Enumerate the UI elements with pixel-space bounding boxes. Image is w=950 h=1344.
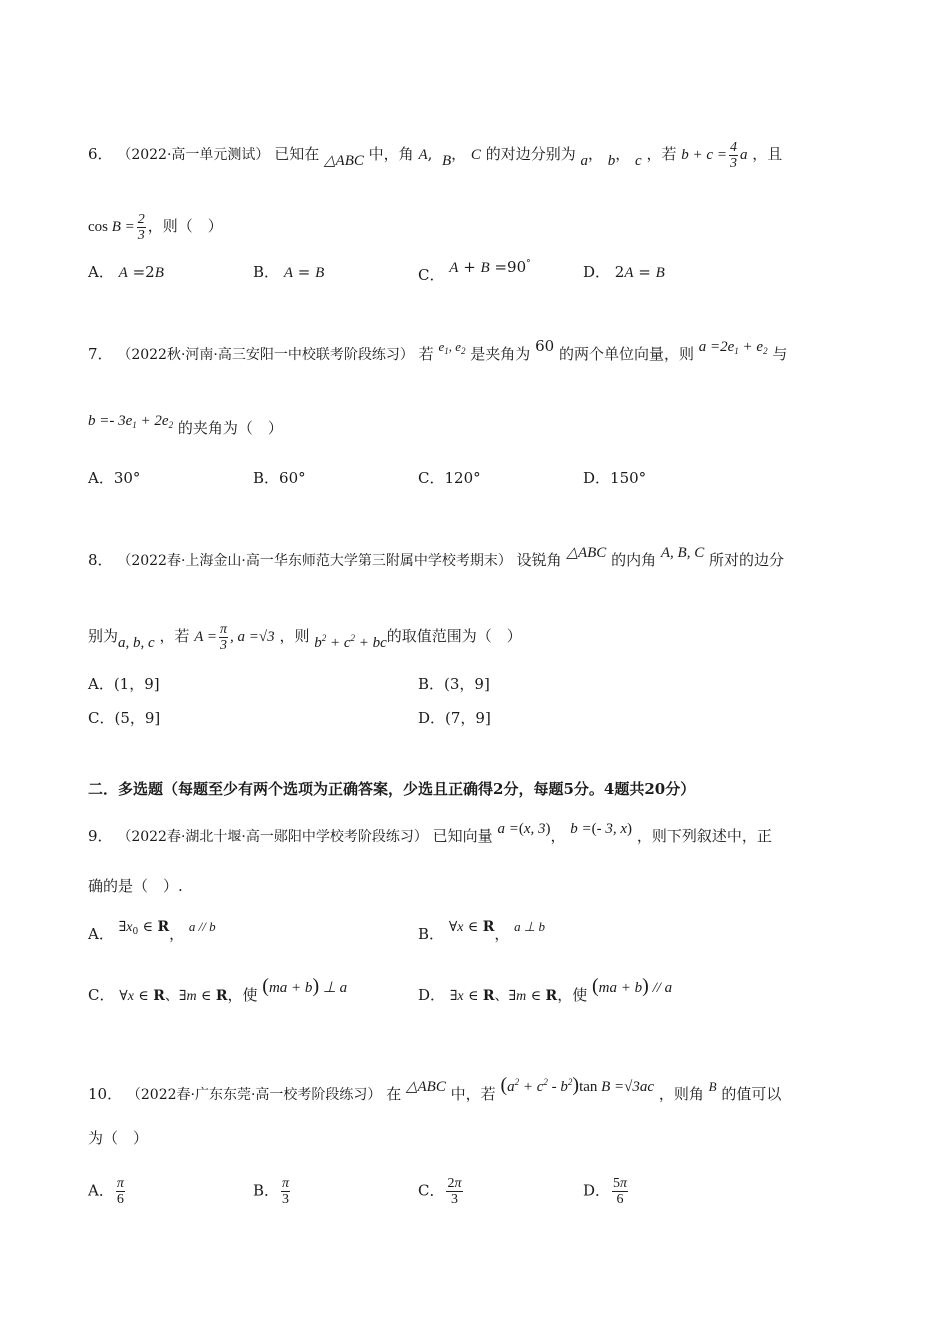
- q9-line1: 9． （2022春·湖北十堰·高一郧阳中学校考阶段练习） 已知向量 a =(x, 3)， b =(- 3, x) ，则下列叙述中，正: [88, 821, 772, 845]
- math-angle-b: B: [708, 1079, 717, 1094]
- math-triangle-abc: △ABC: [566, 545, 607, 561]
- math-vector-b: $b =- 3e_1 + 2e_2$: [88, 413, 174, 430]
- q9-text: 使: [242, 986, 258, 1004]
- q6-text: 的对边分别为: [485, 144, 576, 163]
- math-b-plus-c: b + c = $\frac{4}{3}$ a: [681, 140, 748, 171]
- option-label: D．: [583, 263, 611, 281]
- option-label: A．30°: [88, 469, 141, 487]
- q6-text: 中，角: [368, 144, 414, 163]
- math-angle-c: C: [470, 146, 481, 163]
- q7-option-d[interactable]: [583, 468, 646, 488]
- q10-line2: [88, 1128, 148, 1148]
- q8-text: 所对的边分: [709, 551, 785, 569]
- math-vector-b: b =(- 3, x): [570, 821, 633, 837]
- q10-source: （2022春·广东东莞·高一校考阶段练习）: [126, 1087, 382, 1103]
- q6-option-a[interactable]: A． A =2B: [88, 263, 164, 281]
- q7-text: 是夹角为: [470, 345, 531, 363]
- q6-line2: [88, 212, 223, 243]
- option-label: A．: [88, 1181, 114, 1200]
- math-sixty: 60: [535, 337, 555, 355]
- q9-line2: [88, 876, 183, 896]
- q10-text: 在: [386, 1085, 402, 1103]
- q8-text: ，若: [159, 627, 190, 645]
- q9-text: 使: [572, 986, 588, 1004]
- q8-source: （2022春·上海金山·高一华东师范大学第三附属中学校考期末）: [117, 553, 512, 569]
- math-vector-a: $a =2e_1 + e_2$: [698, 339, 768, 356]
- q10-text: 为（ ）: [88, 1129, 149, 1147]
- q9-option-a[interactable]: A． $\exists x_0$ ∈ R， a // b: [88, 919, 216, 943]
- q10-option-d[interactable]: D． $\frac{5\pi}{6}$: [583, 1176, 628, 1207]
- q7-line1: [88, 337, 788, 369]
- math-angles-abc: A, B, C: [660, 545, 705, 561]
- q10-text: 的值可以: [721, 1085, 782, 1103]
- math-triangle-abc: △ABC: [324, 152, 364, 169]
- option-label: B．(3，9]: [418, 675, 490, 693]
- math-angle-a: A: [418, 146, 428, 163]
- math-angle-b: B: [441, 152, 452, 169]
- q8-text: 设锐角: [516, 551, 562, 569]
- q8-text: ，则: [279, 627, 310, 645]
- math-sides-abc: a, b, c: [118, 635, 155, 651]
- q10-option-c[interactable]: C． $\frac{2\pi}{3}$: [418, 1176, 462, 1207]
- q7-text: 与: [772, 345, 788, 363]
- q7-option-c[interactable]: [418, 468, 481, 488]
- option-label: D．150°: [583, 469, 647, 487]
- math-e1-e2: $e_1$, $e_2$: [438, 339, 466, 356]
- option-label: B．: [418, 925, 445, 943]
- q9-text: 已知向量: [432, 827, 493, 845]
- q10-number: 10．: [88, 1085, 123, 1103]
- q8-text: 的取值范围为（ ）: [386, 627, 522, 645]
- q6-text: ，则（ ）: [147, 216, 223, 235]
- q8-option-c[interactable]: [88, 708, 160, 728]
- q6-number: 6．: [88, 144, 113, 163]
- q9-text: 确的是（ ）.: [88, 877, 183, 895]
- option-label: B．60°: [253, 469, 306, 487]
- q9-number: 9．: [88, 827, 113, 845]
- q6-option-d[interactable]: D． 2A = B: [583, 263, 665, 281]
- q8-line2: [88, 622, 522, 653]
- option-label: B．: [253, 263, 280, 281]
- option-label: D．: [418, 986, 446, 1004]
- math-triangle-abc: △ABC: [405, 1079, 446, 1095]
- q6-option-c[interactable]: C． A + B =90°: [418, 258, 531, 284]
- math-expression: $b^2 + c^2$ + bc: [314, 633, 387, 651]
- option-label: C．: [418, 1181, 445, 1200]
- option-label: C．120°: [418, 469, 481, 487]
- q7-text: 若: [418, 345, 434, 363]
- math-vector-a: a =(x, 3): [497, 821, 551, 837]
- q8-text: 别为: [88, 627, 119, 645]
- q7-option-a[interactable]: [88, 468, 140, 488]
- q6-option-b[interactable]: B． A = B: [253, 263, 325, 281]
- math-side-b: b: [607, 152, 616, 169]
- q7-text: 的夹角为（ ）: [177, 419, 283, 437]
- q9-option-d[interactable]: D． ∃x ∈ R、∃m ∈ R，使 (ma + b) // a: [418, 975, 673, 1004]
- q9-option-c[interactable]: C． ∀x ∈ R、∃m ∈ R，使 (ma + b) ⊥ a: [88, 975, 348, 1004]
- q10-line1: [88, 1074, 782, 1105]
- q10-text: ，则角: [658, 1085, 704, 1103]
- q10-option-a[interactable]: A． $\frac{\pi}{6}$: [88, 1176, 124, 1207]
- q10-text: 中，若: [450, 1085, 496, 1103]
- q8-option-b[interactable]: [418, 674, 490, 694]
- q9-text: ，则下列叙述中，正: [636, 827, 772, 845]
- q7-text: 的两个单位向量，则: [558, 345, 694, 363]
- q7-source: （2022秋·河南·高三安阳一中校联考阶段练习）: [117, 347, 414, 363]
- math-side-a: a: [580, 152, 588, 169]
- section-heading: 二．多选题（每题至少有两个选项为正确答案，少选且正确得2分，每题5分。4题共20分）: [88, 780, 696, 798]
- q7-option-b[interactable]: [253, 468, 306, 488]
- option-label: C．: [418, 266, 445, 284]
- option-label: C．(5，9]: [88, 709, 161, 727]
- q8-line1: [88, 545, 785, 571]
- q6-line1: 6． （2022·高一单元测试） 已知在 △ABC 中，角 A, B， C 的对边分别为 a， b， c ，若 b + c = $\frac{4}{3}$ a ，且: [88, 140, 783, 171]
- option-label: B．: [253, 1181, 280, 1200]
- option-label: D．: [583, 1181, 611, 1200]
- q9-option-b[interactable]: B． ∀x ∈ R， a ⊥ b: [418, 919, 545, 943]
- option-label: C．: [88, 986, 115, 1004]
- option-label: A．: [88, 925, 114, 943]
- math-condition: A = $\frac{\pi}{3}$ , a =√3: [194, 622, 275, 654]
- math-condition: $(a^2 + c^2 - b^2)\tan$ B =√3ac: [500, 1074, 655, 1096]
- q6-text: ，若: [646, 144, 677, 163]
- q8-option-d[interactable]: [418, 708, 491, 728]
- q7-line2: [88, 413, 283, 443]
- q10-option-b[interactable]: B． $\frac{\pi}{3}$: [253, 1176, 290, 1207]
- q9-source: （2022春·湖北十堰·高一郧阳中学校考阶段练习）: [117, 829, 428, 845]
- math-side-c: c: [635, 152, 642, 169]
- q8-text: 的内角: [611, 551, 657, 569]
- q6-source: （2022·高一单元测试）: [117, 146, 270, 163]
- math-cos-b: cos B = $\frac{2}{3}$: [88, 212, 145, 243]
- q7-number: 7．: [88, 345, 113, 363]
- q8-number: 8．: [88, 551, 113, 569]
- option-label: A．: [88, 263, 114, 281]
- option-label: A．(1，9]: [88, 675, 160, 693]
- q6-text: 已知在: [274, 144, 320, 163]
- q6-text: ，且: [752, 144, 783, 163]
- option-label: D．(7，9]: [418, 709, 491, 727]
- q8-option-a[interactable]: [88, 674, 160, 694]
